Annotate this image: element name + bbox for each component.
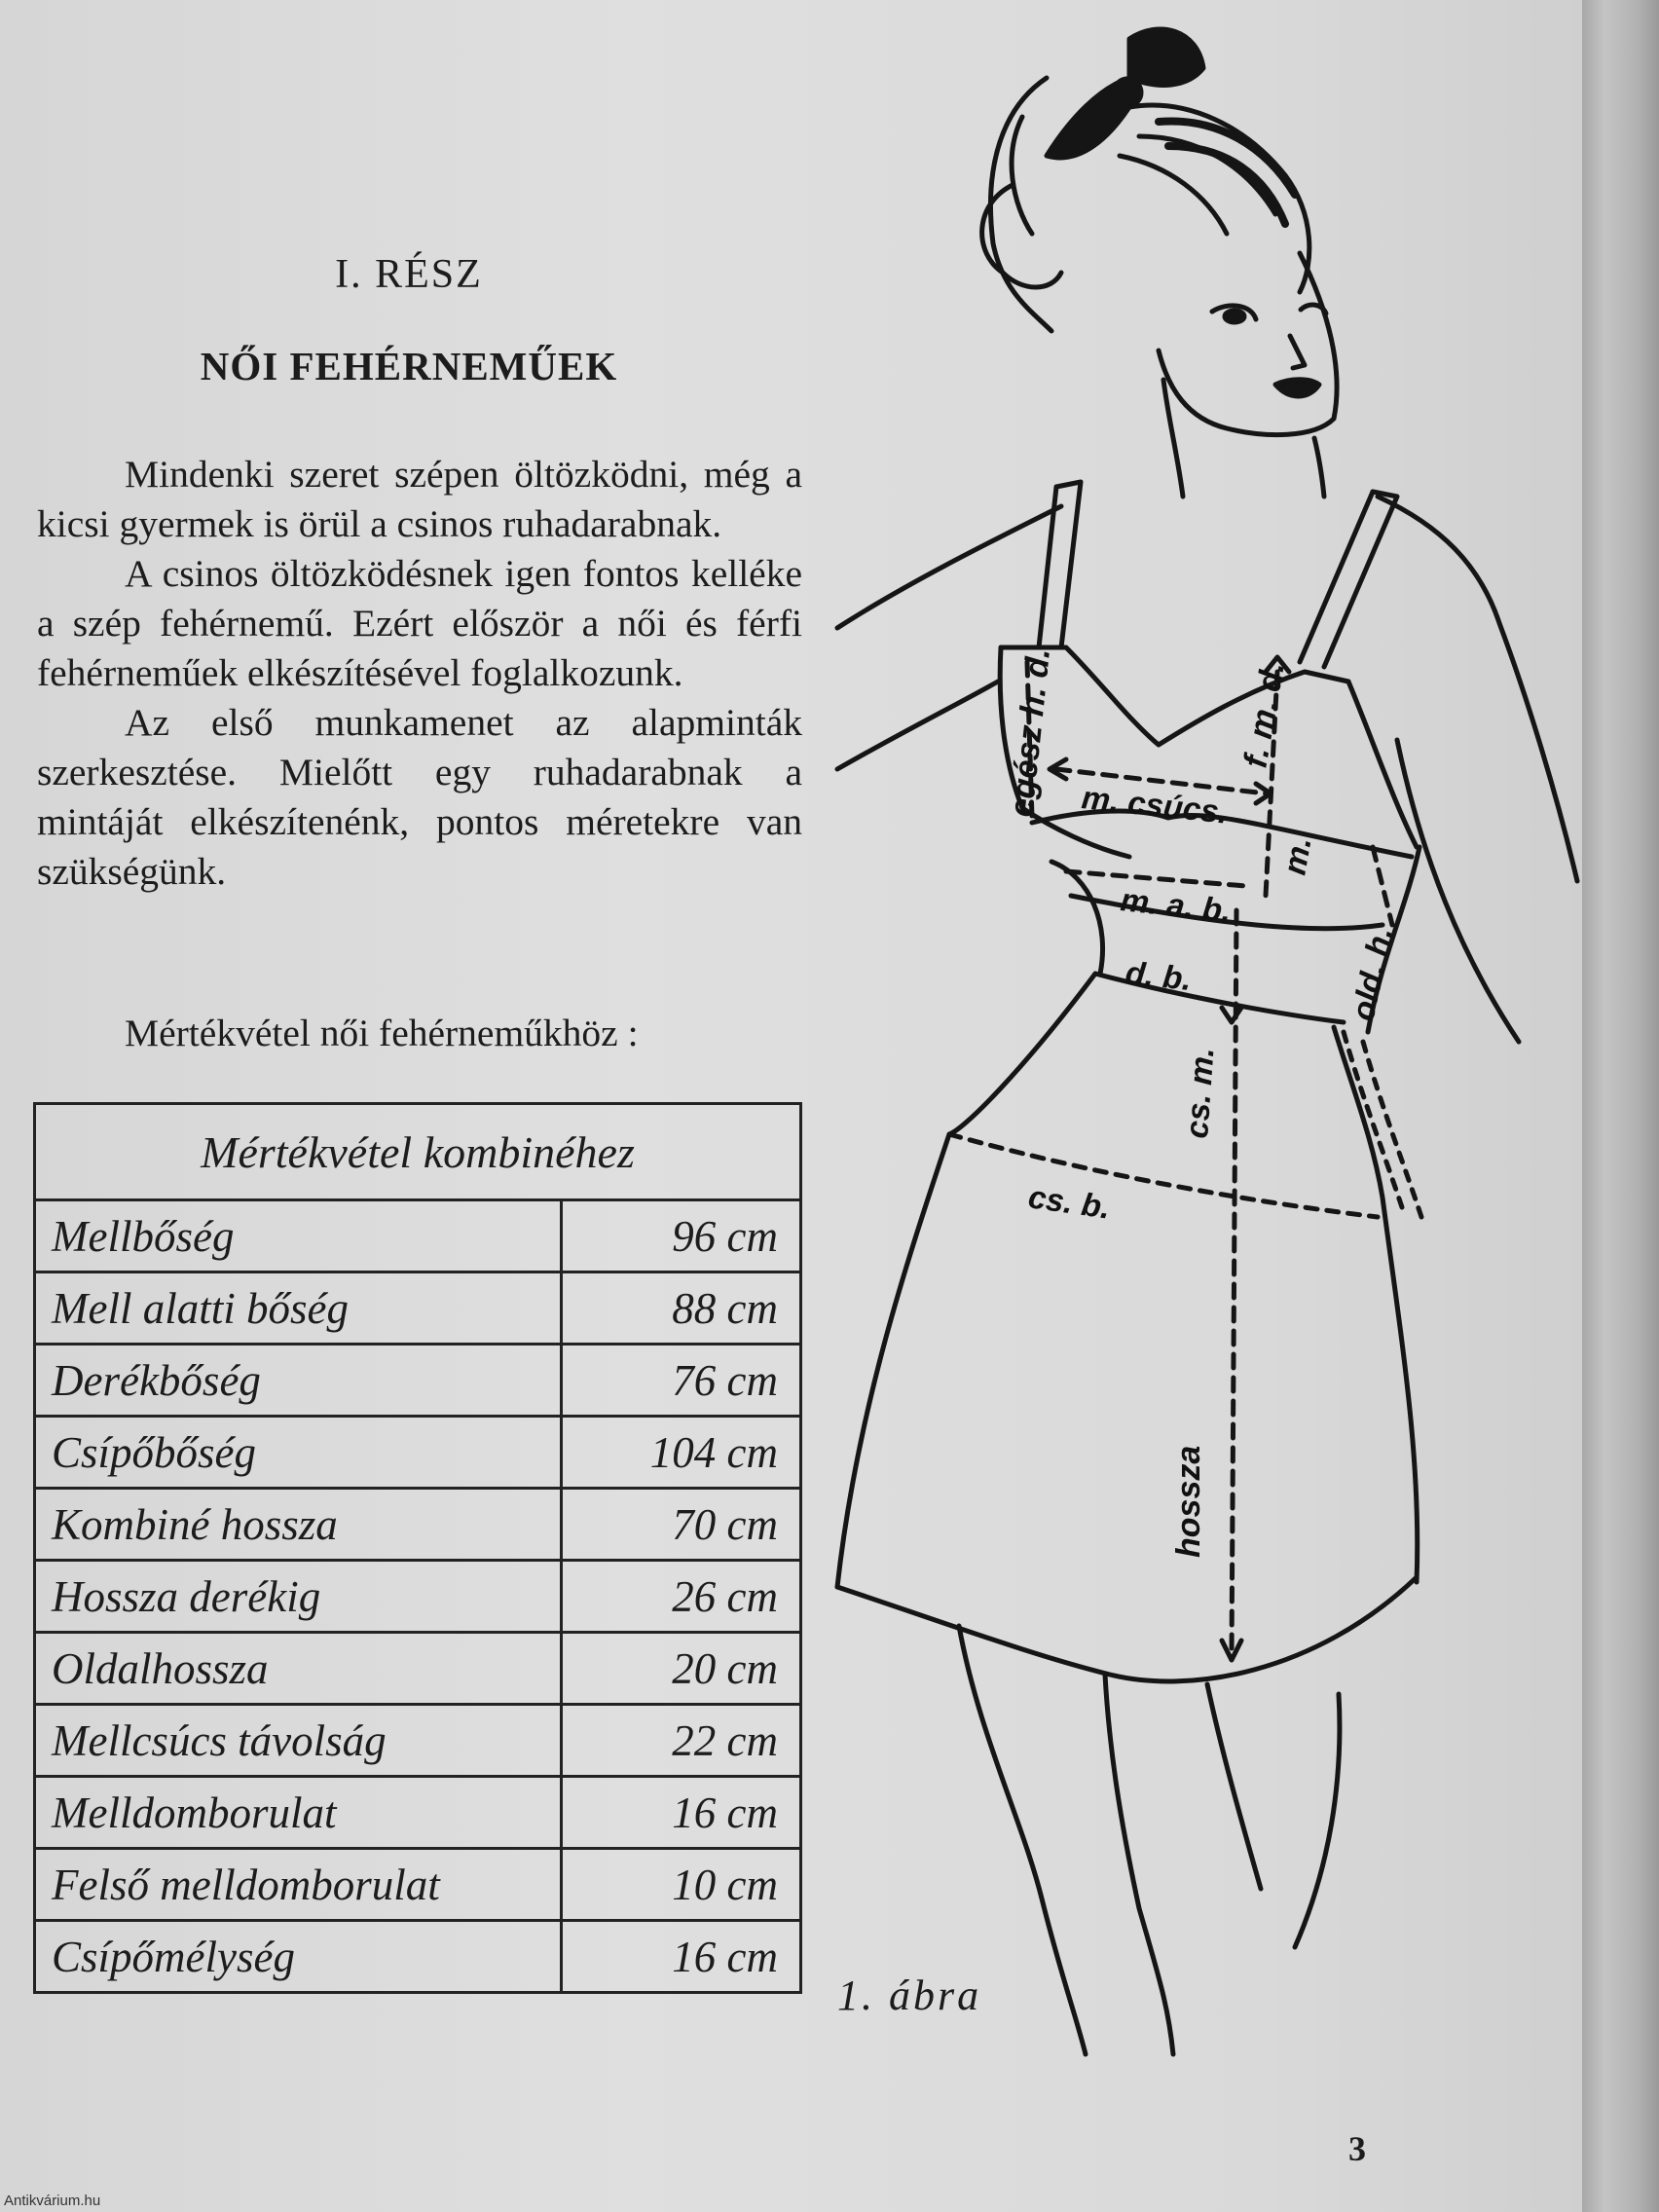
neck-line-right: [1314, 438, 1324, 497]
face-icon: [1159, 253, 1337, 435]
row-label: Hossza derékig: [35, 1561, 562, 1633]
row-value: 26 cm: [562, 1561, 801, 1633]
row-label: Kombiné hossza: [35, 1489, 562, 1561]
row-value: 96 cm: [562, 1200, 801, 1272]
row-value: 104 cm: [562, 1417, 801, 1489]
paragraph-3: Az első munkamenet az alapminták szerkesztése. Mielőtt egy ruhadarabnak a mintáját elkészítenénk, pontos méretekre van szükségünk.: [37, 701, 802, 893]
label-f-m-d: f. m. d.: [1236, 658, 1292, 771]
row-value: 88 cm: [562, 1272, 801, 1345]
row-label: Melldomborulat: [35, 1777, 562, 1849]
figure-labels: [1003, 646, 1399, 1558]
label-m: m.: [1275, 833, 1318, 878]
page-number: 3: [1348, 2129, 1366, 2168]
table-intro: Mértékvétel női fehérneműkhöz :: [125, 1012, 639, 1054]
right-leg-outer: [1295, 1694, 1340, 1947]
watermark: Antikvárium.hu: [4, 2193, 101, 2209]
row-label: Mellcsúcs távolság: [35, 1705, 562, 1777]
page-heading: NŐI FEHÉRNEMŰEK: [200, 344, 618, 388]
row-label: Mell alatti bőség: [35, 1272, 562, 1345]
row-label: Oldalhossza: [35, 1633, 562, 1705]
row-label: Derékbőség: [35, 1345, 562, 1417]
hair-bow-icon: [1047, 29, 1203, 158]
label-m-csucs: m. csúcs.: [1080, 779, 1230, 830]
right-arm-lower: [1397, 740, 1519, 1042]
row-label: Csípőbőség: [35, 1417, 562, 1489]
row-value: 16 cm: [562, 1777, 801, 1849]
row-label: Mellbőség: [35, 1200, 562, 1272]
skirt-outline: [837, 974, 1421, 1681]
label-m-a-b: m. a. b.: [1119, 881, 1234, 929]
section-label: I. RÉSZ: [335, 252, 483, 297]
left-arm-upper: [837, 506, 1061, 628]
hair-icon: [982, 78, 1309, 331]
figure-caption: 1. ábra: [837, 1972, 982, 2019]
paragraph-1: Mindenki szeret szépen öltözködni, még a kicsi gyermek is örül a csinos ruhadarabnak.: [37, 453, 802, 545]
left-arm-lower: [837, 682, 998, 769]
row-value: 10 cm: [562, 1849, 801, 1921]
table-title: Mértékvétel kombinéhez: [35, 1104, 801, 1200]
right-leg: [1207, 1684, 1261, 1889]
row-value: 22 cm: [562, 1705, 801, 1777]
label-egesz-h-d: egész h. d.: [1003, 645, 1058, 819]
paragraph-2: A csinos öltözködésnek igen fontos kelléke a szép fehérnemű. Ezért először a női és férfi fehérneműek elkészítésével foglalkozunk.: [37, 552, 802, 694]
row-label: Csípőmélység: [35, 1921, 562, 1993]
row-value: 16 cm: [562, 1921, 801, 1993]
left-leg-inner: [1105, 1675, 1173, 2054]
row-value: 20 cm: [562, 1633, 801, 1705]
label-cs-m: cs. m.: [1178, 1046, 1221, 1140]
label-old-h: old. h.: [1344, 923, 1400, 1024]
label-hossza: hossza: [1170, 1445, 1207, 1558]
label-cs-b: cs. b.: [1026, 1178, 1113, 1226]
label-d-b: d. b.: [1124, 954, 1194, 998]
row-value: 76 cm: [562, 1345, 801, 1417]
row-label: Felső melldomborulat: [35, 1849, 562, 1921]
row-value: 70 cm: [562, 1489, 801, 1561]
